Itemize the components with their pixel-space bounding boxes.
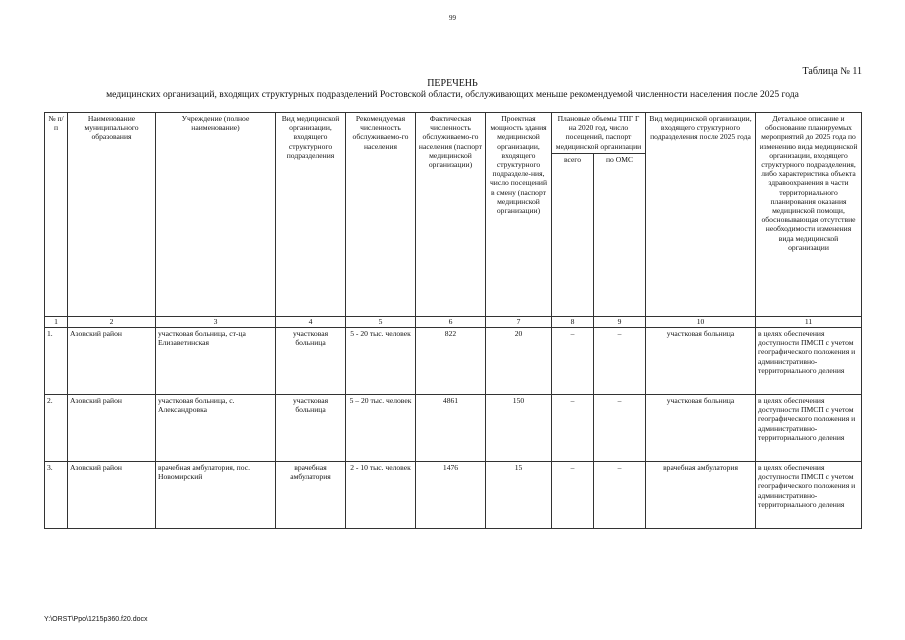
row-type-after: участковая больница: [646, 395, 756, 462]
header-actual-population: Фактическая численность обслуживаемо-го населения (паспорт медицинской организации): [416, 113, 486, 317]
column-number: 2: [68, 317, 156, 328]
row-total: –: [552, 328, 594, 395]
row-type: врачебная амбулатория: [276, 462, 346, 529]
row-capacity: 20: [486, 328, 552, 395]
column-number: 5: [346, 317, 416, 328]
header-institution: Учреждение (полное наименование): [156, 113, 276, 317]
row-recommended: 2 - 10 тыс. человек: [346, 462, 416, 529]
table-row: [45, 462, 862, 529]
column-number-row: [45, 317, 862, 328]
header-recommended-population: Рекомендуемая численность обслуживаемо-го населения: [346, 113, 416, 317]
header-design-capacity: Проектная мощность здания медицинской организации, входящего структурного подразделе-ния, число посещений в смену (паспорт медицинской организации): [486, 113, 552, 317]
row-type: участковая больница: [276, 328, 346, 395]
column-number: 1: [45, 317, 68, 328]
column-number: 9: [594, 317, 646, 328]
row-municipality: Азовский район: [68, 462, 156, 529]
column-number: 11: [756, 317, 862, 328]
header-oms: по ОМС: [594, 154, 646, 317]
row-oms: –: [594, 462, 646, 529]
row-actual: 1476: [416, 462, 486, 529]
row-type: участковая больница: [276, 395, 346, 462]
row-municipality: Азовский район: [68, 328, 156, 395]
row-recommended: 5 – 20 тыс. человек: [346, 395, 416, 462]
file-path-footer: Y:\ORST\Ppo\1215p360.f20.docx: [44, 616, 148, 623]
table-label: Таблица № 11: [802, 66, 862, 77]
row-oms: –: [594, 395, 646, 462]
page-number: 99: [449, 14, 456, 22]
row-type-after: врачебная амбулатория: [646, 462, 756, 529]
row-oms: –: [594, 328, 646, 395]
row-description: в целях обеспечения доступности ПМСП с учетом географического положения и административно-территориального деления: [756, 462, 862, 529]
document-subtitle: медицинских организаций, входящих структурных подразделений Ростовской области, обслуживающих меньше рекомендуемой численности населения после 2025 года: [106, 89, 799, 100]
row-institution: врачебная амбулатория, пос. Новомирский: [156, 462, 276, 529]
row-institution: участковая больница, ст-ца Елизаветинская: [156, 328, 276, 395]
row-description: в целях обеспечения доступности ПМСП с учетом географического положения и административно-территориального деления: [756, 395, 862, 462]
header-type-after-2025: Вид медицинской организации, входящего структурного подразделения после 2025 года: [646, 113, 756, 317]
row-type-after: участковая больница: [646, 328, 756, 395]
document-title: ПЕРЕЧЕНЬ: [427, 78, 478, 89]
header-description: Детальное описание и обоснование планируемых мероприятий до 2025 года по изменению вида медицинской организации, входящего структурного подразделения, либо характеристика объекта здравоохранения в части территориального планирования оказания медицинской помощи, обосновывающая отсутствие необходимости изменения вида медицинской организации: [756, 113, 862, 317]
row-recommended: 5 - 20 тыс. человек: [346, 328, 416, 395]
row-capacity: 150: [486, 395, 552, 462]
column-number: 3: [156, 317, 276, 328]
row-number: 3.: [45, 462, 68, 529]
header-total: всего: [552, 154, 594, 317]
row-total: –: [552, 395, 594, 462]
column-number: 6: [416, 317, 486, 328]
row-total: –: [552, 462, 594, 529]
row-number: 1.: [45, 328, 68, 395]
column-number: 8: [552, 317, 594, 328]
header-row: [45, 113, 862, 154]
header-municipality: Наименование муниципального образования: [68, 113, 156, 317]
column-number: 7: [486, 317, 552, 328]
row-actual: 822: [416, 328, 486, 395]
column-number: 4: [276, 317, 346, 328]
header-planned-volumes: Плановые объемы ТПГ Г на 2020 год, число посещений, паспорт медицинской организации: [552, 113, 646, 154]
row-capacity: 15: [486, 462, 552, 529]
table-row: [45, 395, 862, 462]
row-municipality: Азовский район: [68, 395, 156, 462]
header-organization-type: Вид медицинской организации, входящего структурного подразделения: [276, 113, 346, 317]
row-actual: 4861: [416, 395, 486, 462]
table-row: [45, 328, 862, 395]
column-number: 10: [646, 317, 756, 328]
organizations-table: [44, 112, 862, 529]
header-number: № п/п: [45, 113, 68, 317]
row-number: 2.: [45, 395, 68, 462]
row-description: в целях обеспечения доступности ПМСП с учетом географического положения и административно-территориального деления: [756, 328, 862, 395]
row-institution: участковая больница, с. Александровка: [156, 395, 276, 462]
